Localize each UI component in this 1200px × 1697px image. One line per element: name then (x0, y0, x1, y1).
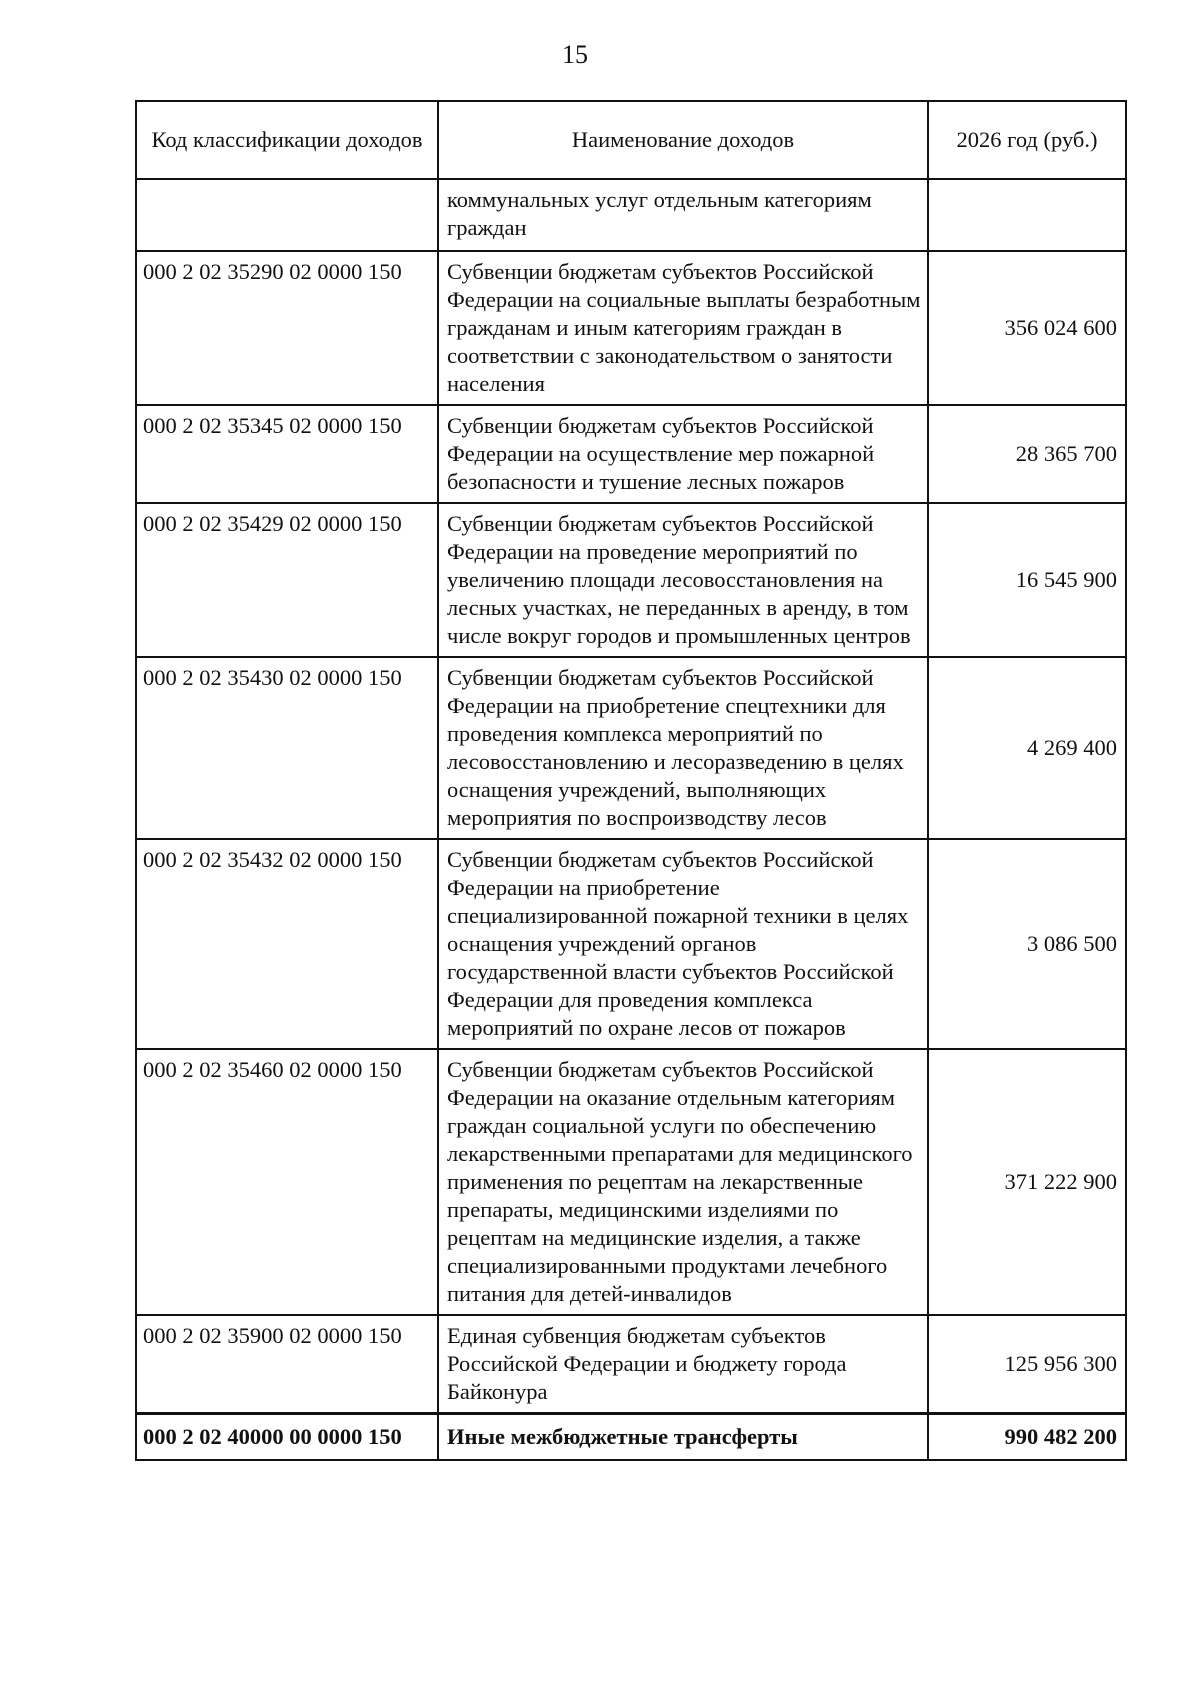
table-row (136, 251, 1126, 405)
header-row (136, 101, 1126, 179)
row-amount (928, 179, 1126, 251)
total-name: Иные межбюджетные трансферты (438, 1414, 928, 1461)
table-row (136, 1049, 1126, 1315)
row-name: Субвенции бюджетам субъектов Российской Федерации на проведение мероприятий по увеличению площади лесовосстановления на лесных участках, не переданных в аренду, в том числе вокруг городов и промышленных центров (438, 503, 928, 657)
row-name: Субвенции бюджетам субъектов Российской Федерации на приобретение спецтехники для проведения комплекса мероприятий по лесовосстановлению и лесоразведению в целях оснащения учреждений, выполняющих мероприятия по воспроизводству лесов (438, 657, 928, 839)
row-code: 000 2 02 35460 02 0000 150 (136, 1049, 438, 1315)
row-name: Единая субвенция бюджетам субъектов Российской Федерации и бюджету города Байконура (438, 1315, 928, 1414)
total-amount: 990 482 200 (928, 1414, 1126, 1461)
header-code: Код классификации доходов (136, 101, 438, 179)
row-amount: 16 545 900 (928, 503, 1126, 657)
row-code: 000 2 02 35430 02 0000 150 (136, 657, 438, 839)
row-amount: 371 222 900 (928, 1049, 1126, 1315)
table-header (136, 101, 1126, 179)
row-name: Субвенции бюджетам субъектов Российской Федерации на социальные выплаты безработным гражданам и иным категориям граждан в соответствии с законодательством о занятости населения (438, 251, 928, 405)
row-code (136, 179, 438, 251)
row-name: Субвенции бюджетам субъектов Российской Федерации на оказание отдельным категориям граждан социальной услуги по обеспечению лекарственными препаратами для медицинского применения по рецептам на лекарственные препараты, медицинскими изделиями по рецептам на медицинские изделия, а также специализированными продуктами лечебного питания для детей-инвалидов (438, 1049, 928, 1315)
total-row (136, 1414, 1126, 1461)
table-row (136, 179, 1126, 251)
header-name: Наименование доходов (438, 101, 928, 179)
page-number: 15 (562, 40, 588, 69)
row-code: 000 2 02 35290 02 0000 150 (136, 251, 438, 405)
row-name: Субвенции бюджетам субъектов Российской Федерации на приобретение специализированной пожарной техники в целях оснащения учреждений органов государственной власти субъектов Российской Федерации для проведения комплекса мероприятий по охране лесов от пожаров (438, 839, 928, 1049)
row-amount: 3 086 500 (928, 839, 1126, 1049)
row-name: Субвенции бюджетам субъектов Российской Федерации на осуществление мер пожарной безопасности и тушение лесных пожаров (438, 405, 928, 503)
row-code: 000 2 02 35429 02 0000 150 (136, 503, 438, 657)
table-row (136, 503, 1126, 657)
row-amount: 28 365 700 (928, 405, 1126, 503)
header-amount: 2026 год (руб.) (928, 101, 1126, 179)
income-table (135, 100, 1127, 1461)
table-row (136, 405, 1126, 503)
row-amount: 4 269 400 (928, 657, 1126, 839)
table-row (136, 657, 1126, 839)
row-code: 000 2 02 35900 02 0000 150 (136, 1315, 438, 1414)
table-row (136, 839, 1126, 1049)
row-amount: 356 024 600 (928, 251, 1126, 405)
table-body (136, 179, 1126, 1460)
table-row (136, 1315, 1126, 1414)
row-name: коммунальных услуг отдельным категориям граждан (438, 179, 928, 251)
row-code: 000 2 02 35345 02 0000 150 (136, 405, 438, 503)
row-amount: 125 956 300 (928, 1315, 1126, 1414)
row-code: 000 2 02 35432 02 0000 150 (136, 839, 438, 1049)
total-code: 000 2 02 40000 00 0000 150 (136, 1414, 438, 1461)
